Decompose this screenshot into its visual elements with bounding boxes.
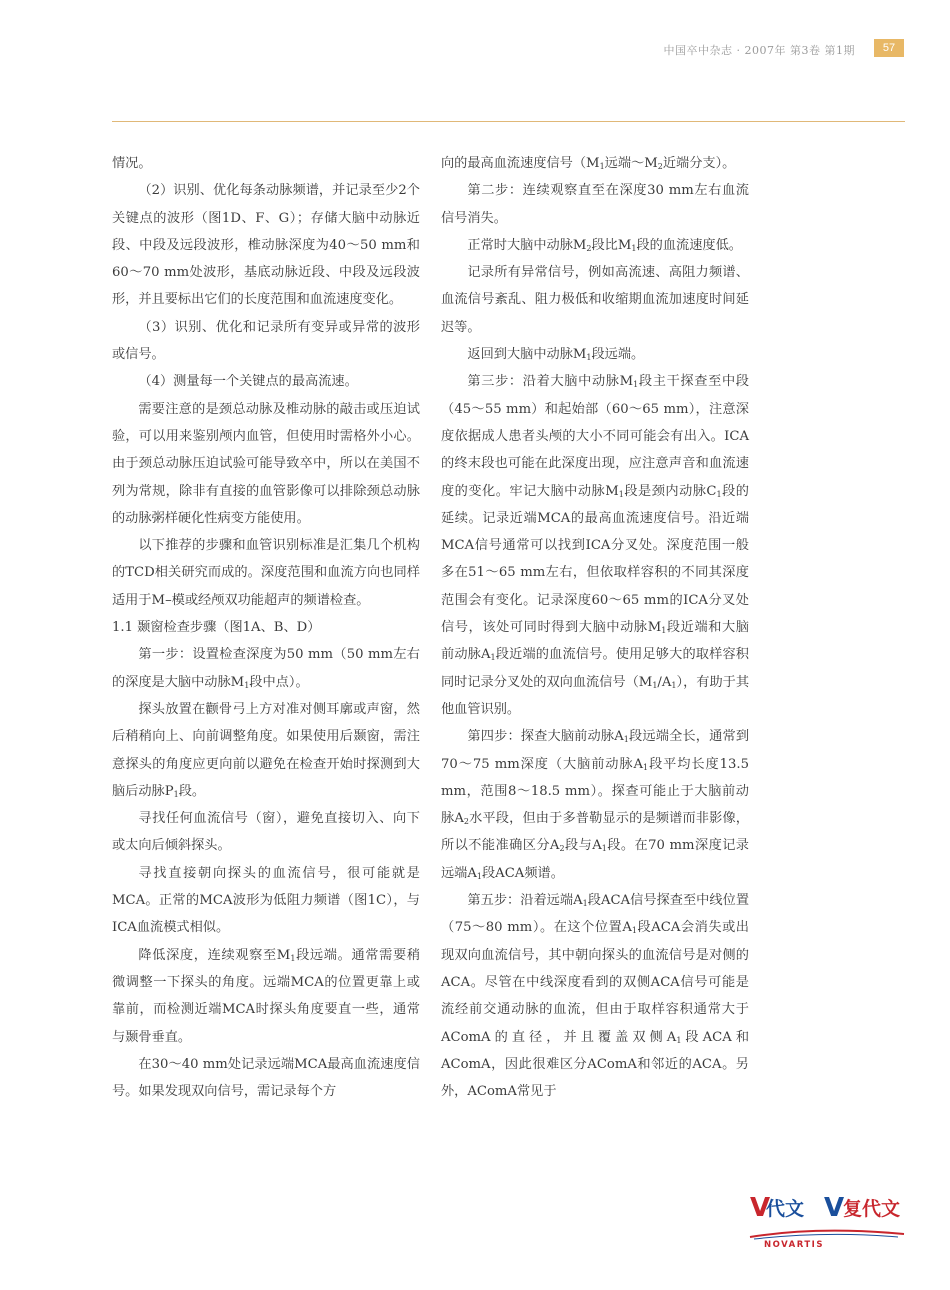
journal-header: 中国卒中杂志 · 2007年 第3卷 第1期 [663,44,855,57]
paragraph: 第二步：连续观察直至在深度30 mm左右血流信号消失。 [441,183,749,226]
page-number: 57 [874,39,904,57]
paragraph: 第五步：沿着远端$A_1$段ACA信号探查至中线位置（75～80 mm）。在这个位置$A_1$段ACA会消失或出现双向血流信号，其中朝向探头的血流信号是对侧的ACA。尽管在中线深度看到的双侧ACA信号可能是流经前交通动脉的血流，但由于取样容积通常大于AComA的直径，并且覆盖双侧$A_1$段ACA和AComA，因此很难区分AComA和邻近的ACA。另外，AComA常见于 [441,893,750,1100]
paragraph: 记录所有异常信号，例如高流速、高阻力频谱、血流信号紊乱、阻力极低和收缩期血流加速度时间延迟等。 [441,265,749,335]
logo-v-mark: V [750,1193,771,1223]
paragraph: 情况。 [112,156,152,171]
paragraph: 返回到大脑中动脉$M_1$段远端。 [467,347,645,363]
paragraph: 正常时大脑中动脉$M_2$段比$M_1$段的血流速度低。 [467,237,742,253]
section-heading: 1.1 颞窗检查步骤（图1A、B、D） [112,620,321,636]
paragraph: 寻找任何血流信号（窗），避免直接切入、向下或太向后倾斜探头。 [112,811,420,854]
logo-company: NOVARTIS [764,1240,824,1250]
paragraph: （3）识别、优化和记录所有变异或异常的波形或信号。 [112,319,420,363]
paragraph: （2）识别、优化每条动脉频谱，并记录至少2个关键点的波形（图1D、F、G）；存储大脑中动脉近段、中段及远段波形，椎动脉深度为40～50 mm和60～70 mm处波形，基底动脉近段、中段及远段波形，并且要标出它们的长度范围和血流速度变化。 [112,183,420,308]
left-column [112,150,420,1105]
paragraph: 寻找直接朝向探头的血流信号，很可能就是MCA。正常的MCA波形为低阻力频谱（图1C），与ICA血流模式相似。 [112,865,420,936]
paragraph: 第三步：沿着大脑中动脉$M_1$段主干探查至中段（45～55 mm）和起始部（60～65 mm），注意深度依据成人患者头颅的大小不同可能会有出入。ICA的终末段也可能在此深度出现，应注意声音和血流速度的变化。牢记大脑中动脉$M_1$段是颈内动脉$C_1$段的延续。记录近端MCA的最高血流速度信号。沿近端MCA信号通常可以找到ICA分叉处。深度范围一般多在51～65 mm左右，但依取样容积的不同其深度范围会有变化。记录深度60～65 mm的ICA分叉处信号，该处可同时得到大脑中动脉$M_1$段近端和大脑前动脉$A_1$段近端的血流信号。使用足够大的取样容积同时记录分叉处的双向血流信号$(M_1/A_1)$，有助于其他血管识别。 [441,374,750,717]
sponsor-logo [748,1190,906,1262]
logo-swoosh-icon [748,1228,906,1240]
logo-brand-1: 代文 [766,1198,805,1220]
paragraph: 第一步：设置检查深度为50 mm（50 mm左右的深度是大脑中动脉$M_1$段中点）。 [112,647,420,690]
paragraph: 在30～40 mm处记录远端MCA最高血流速度信号。如果发现双向信号，需记录每个方 [112,1056,420,1100]
paragraph: 以下推荐的步骤和血管识别标准是汇集几个机构的TCD相关研究而成的。深度范围和血流方向也同样适用于M–模或经颅双功能超声的频谱检查。 [112,538,420,608]
paragraph: 探头放置在颧骨弓上方对准对侧耳廓或声窗，然后稍稍向上、向前调整角度。如果使用后颞窗，需注意探头的角度应更向前以避免在检查开始时探测到大脑后动脉$P_1$段。 [112,701,420,799]
paragraph: 降低深度，连续观察至$M_1$段远端。通常需要稍微调整一下探头的角度。远端MCA的位置更靠上或靠前，而检测近端MCA时探头角度要直一些，通常与颞骨垂直。 [112,947,421,1045]
paragraph: 向的最高血流速度信号（$M_1$远端$\sim M_2$近端分支）。 [441,156,736,171]
logo-v-mark: V [824,1193,845,1223]
paragraph: 第四步：探查大脑前动脉$A_1$段远端全长，通常到70～75 mm深度（大脑前动脉$A_1$段平均长度13.5 mm，范围8～18.5 mm）。探查可能止于大脑前动脉$A_2$水平段，但由于多普勒显示的是频谱而非影像，所以不能准确区分$A_2$段与$A_1$段。在70 mm深度记录远端$A_1$段ACA频谱。 [441,729,750,881]
paragraph: （4）测量每一个关键点的最高流速。 [138,374,358,390]
header-rule [112,121,905,122]
logo-brand-2: 复代文 [843,1198,901,1220]
right-column [441,150,749,1105]
paragraph: 需要注意的是颈总动脉及椎动脉的敲击或压迫试验，可以用来鉴别颅内血管，但使用时需格外小心。由于颈总动脉压迫试验可能导致卒中，所以在美国不列为常规，除非有直接的血管影像可以排除颈总动脉的动脉粥样硬化性病变方能使用。 [112,401,420,526]
